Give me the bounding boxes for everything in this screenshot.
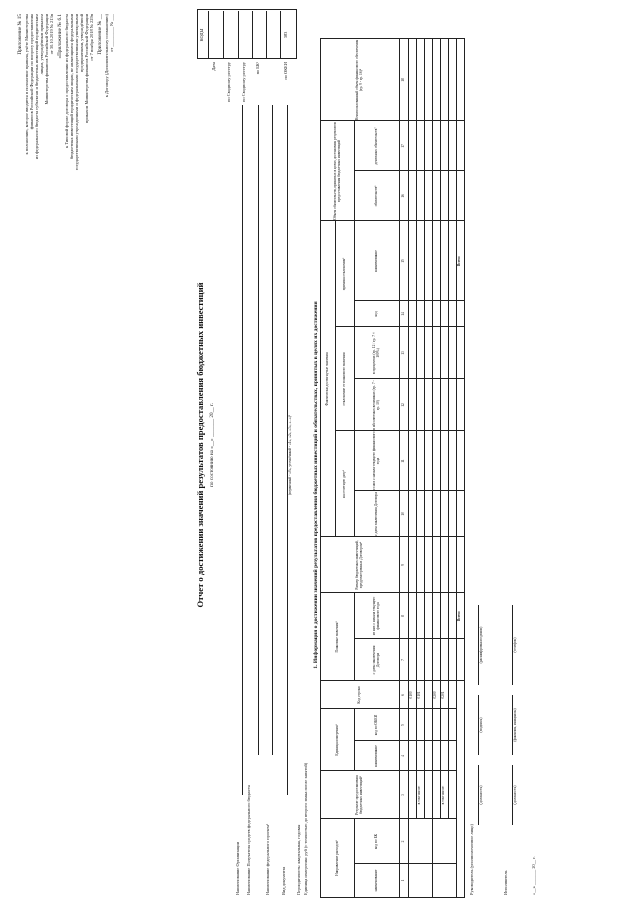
- table-line: [321, 680, 464, 681]
- signature-head-col: (должность): [479, 785, 483, 805]
- row-code: 0201: [441, 691, 446, 699]
- codes-divider: [280, 11, 281, 59]
- field-doc-type-hint: (первичный - «0», уточнённый - «1», «2», «3», «...»)²: [288, 414, 292, 496]
- field-line: [242, 105, 243, 795]
- col-number: 3: [400, 794, 405, 796]
- th-obligations: Объем обязательств, принятых в целях достижения результатов предоставления бюджетных инвестиций: [332, 122, 341, 220]
- table-line: [440, 39, 441, 819]
- th-result: Результат предоставления бюджетных инвестиций³: [355, 775, 363, 815]
- field-project: Наименование федерального проекта¹: [265, 823, 270, 895]
- appendix-sub-line: к Типовой форме договора о предоставлении из федерального бюджета: [64, 14, 69, 148]
- col-number: 6: [400, 694, 405, 696]
- th-actual-from-contract: с даты заключения Договора: [373, 492, 378, 536]
- col-number: 11: [400, 459, 405, 463]
- col-number: 18: [400, 78, 405, 82]
- col-number: 12: [400, 403, 405, 407]
- appendix-main-line: лицам, утверждённым приказом: [39, 14, 44, 75]
- th-reason-name: наименование: [373, 250, 378, 272]
- results-table: [320, 38, 465, 898]
- appendix-sub-title: «Приложение № 6.1: [57, 14, 63, 59]
- row-total-right: Всего:: [457, 255, 462, 267]
- table-line: [354, 593, 355, 681]
- table-line: [408, 39, 409, 897]
- th-actual-reporting: на отчетную дату⁵: [341, 470, 346, 498]
- row-in-that-number: в том числе:: [441, 785, 446, 805]
- th-unused: Неиспользованный объем финансового обеспечения (гр. 9 - гр. 16)⁸: [355, 39, 363, 121]
- table-line: [354, 170, 464, 171]
- field-periodicity: Периодичность: квартальная, годовая: [296, 824, 301, 895]
- th-actual-current-year: из них с начала текущего финансового года: [371, 431, 380, 491]
- table-line: [354, 490, 464, 491]
- th-unit-code: код по ОКЕИ: [373, 714, 378, 736]
- table-line: [321, 708, 456, 709]
- agreement-appendix-line: от _________ № ___: [109, 14, 114, 52]
- row-in-that-number: в том числе:: [417, 785, 422, 805]
- table-line: [354, 300, 464, 301]
- appendix-main-line: финансов Российской Федерации по вопросу предоставления: [29, 14, 34, 130]
- appendix-sub-line: предприятиями, утверждённой: [79, 14, 84, 72]
- table-line: [321, 592, 464, 593]
- table-line: [354, 121, 355, 537]
- row-total-left: Всего:: [457, 610, 462, 622]
- table-line: [354, 638, 464, 639]
- table-line: [354, 819, 355, 897]
- th-obligations-main: обязательств⁶: [373, 185, 378, 207]
- table-line: [335, 430, 464, 431]
- table-line: [354, 863, 456, 864]
- table-line: [399, 39, 400, 897]
- th-line-code: Код строки: [357, 686, 362, 704]
- th-reason-code: код: [373, 311, 378, 317]
- table-line: [335, 221, 336, 537]
- codes-label-date: Дата: [211, 62, 216, 71]
- codes-value-okei: 383: [283, 31, 288, 39]
- row-code: 0200: [433, 691, 438, 699]
- th-dev-percent: в процентах (гр. 12 / гр. 7 × 100%): [371, 332, 380, 374]
- signature-date: «__» _______ 20__ г.: [531, 856, 536, 895]
- field-line: [258, 105, 259, 755]
- appendix-main-title: Приложение № 15: [17, 14, 23, 55]
- row-code: 0101: [417, 691, 422, 699]
- appendix-sub-line: приказом Министерства финансов Российской Федерации: [84, 14, 89, 124]
- field-organization: Наименование Организации: [235, 842, 240, 895]
- appendix-main-line: из федерального бюджета субъектам и бюджетных инвестиций юридическим: [34, 14, 39, 160]
- table-line: [424, 39, 425, 819]
- th-unit-name: наименование: [373, 745, 378, 767]
- signature-executor-col: (должность): [513, 785, 517, 805]
- table-line: [354, 378, 464, 379]
- codes-divider: [208, 11, 209, 59]
- col-number: 14: [400, 312, 405, 316]
- signature-executor-label: Исполнитель: [503, 870, 508, 895]
- col-number: 4: [400, 755, 405, 757]
- th-direction: Направление расходов³: [334, 840, 339, 876]
- table-line: [432, 39, 433, 897]
- table-line: [321, 536, 464, 537]
- table-line: [321, 220, 464, 221]
- col-number: 7: [400, 659, 405, 661]
- appendix-main-line: от 30.10.2019 № 213н: [49, 14, 54, 55]
- row-code: 0100: [409, 691, 414, 699]
- th-reason: причина отклонения³: [341, 257, 346, 291]
- col-number: 2: [400, 840, 405, 843]
- col-number: 15: [400, 259, 405, 263]
- section-title: 1. Информация о достижении значений результатов предоставления бюджетных инвестиций и обязательствах, принятых в целях их достижения: [313, 301, 319, 669]
- table-line: [456, 39, 457, 897]
- codes-label-okei: по ОКЕИ: [283, 62, 288, 80]
- th-dev-absolute: в абсолютных величинах (гр. 7 - гр. 10): [371, 380, 380, 430]
- col-number: 8: [400, 615, 405, 617]
- appendix-sub-line: государственными учреждениями и федеральными государственными унитарными: [74, 14, 79, 171]
- signature-head-col: (расшифровка подписи): [479, 626, 483, 664]
- th-plan-from-contract: с даты заключения Договора: [371, 645, 380, 675]
- th-plan-current-year: из них с начала текущего финансового года: [371, 596, 380, 636]
- signature-executor-col: (телефон): [513, 637, 517, 653]
- report-title: Отчет о достижении значений результатов предоставления бюджетных инвестиций: [195, 282, 205, 608]
- table-line: [335, 326, 464, 327]
- col-number: 5: [400, 724, 405, 726]
- codes-label-registry: по Сводному реестру: [241, 62, 246, 102]
- agreement-appendix-title: Приложение № __: [97, 14, 103, 55]
- table-line: [321, 770, 456, 771]
- col-number: 1: [400, 879, 405, 882]
- report-date-line: по состоянию на «__» _______ 20__ г.: [209, 403, 215, 487]
- codes-header: КОДЫ: [199, 28, 204, 42]
- field-doc-type: Вид документа: [281, 866, 286, 895]
- th-direction-code: код по БК: [373, 833, 378, 850]
- col-number: 13: [400, 351, 405, 355]
- th-plan: Плановые значения³: [334, 621, 339, 653]
- appendix-main-line: Министерства финансов Российской Федерации: [44, 14, 49, 105]
- th-unit: Единица измерения³: [334, 724, 339, 756]
- field-recipient: Наименование Получателя средств федерального бюджета: [246, 785, 251, 895]
- table-line: [448, 39, 449, 819]
- field-unit: Единица измерения: руб (с точностью до второго знака после запятой): [303, 762, 308, 895]
- table-line: [321, 818, 456, 819]
- signature-head-col: (подпись): [479, 717, 483, 733]
- th-direction-name: наименование: [373, 869, 378, 892]
- th-obligations-money: денежных обязательств⁷: [373, 127, 378, 165]
- th-amount: Размер бюджетных инвестиций, предусмотренных Договором⁴: [355, 540, 363, 590]
- col-number: 17: [400, 144, 405, 148]
- table-line: [354, 740, 456, 741]
- table-line: [416, 39, 417, 819]
- agreement-appendix-line: к Договору (Дополнительному соглашению): [104, 14, 109, 98]
- codes-label-bk: по БК¹: [255, 62, 260, 75]
- col-number: 9: [400, 564, 405, 566]
- th-actual: Фактически достигнутые значения: [325, 352, 330, 406]
- codes-divider: [238, 11, 239, 59]
- field-line: [272, 105, 273, 755]
- col-number: 16: [400, 194, 405, 198]
- appendix-main-line: к положению, которое вводится в положение правила, учёте Министерства: [24, 14, 29, 155]
- table-line: [321, 120, 464, 121]
- signature-head-label: Руководитель (уполномоченное лицо): [469, 824, 474, 895]
- codes-divider: [266, 11, 267, 59]
- appendix-sub-line: бюджетных инвестиций юридическим лицам, не являющимся федеральными: [69, 14, 74, 160]
- appendix-sub-line: от 7 ноября 2018 № 229н: [89, 14, 94, 61]
- col-number: 10: [400, 512, 405, 516]
- codes-label-registry: по Сводному реестру: [226, 62, 231, 102]
- signature-executor-col: (фамилия, инициалы): [513, 708, 517, 742]
- codes-box: [197, 9, 297, 59]
- th-deviation: отклонение от планового значения: [341, 352, 346, 406]
- codes-divider: [252, 11, 253, 59]
- codes-divider: [223, 11, 224, 59]
